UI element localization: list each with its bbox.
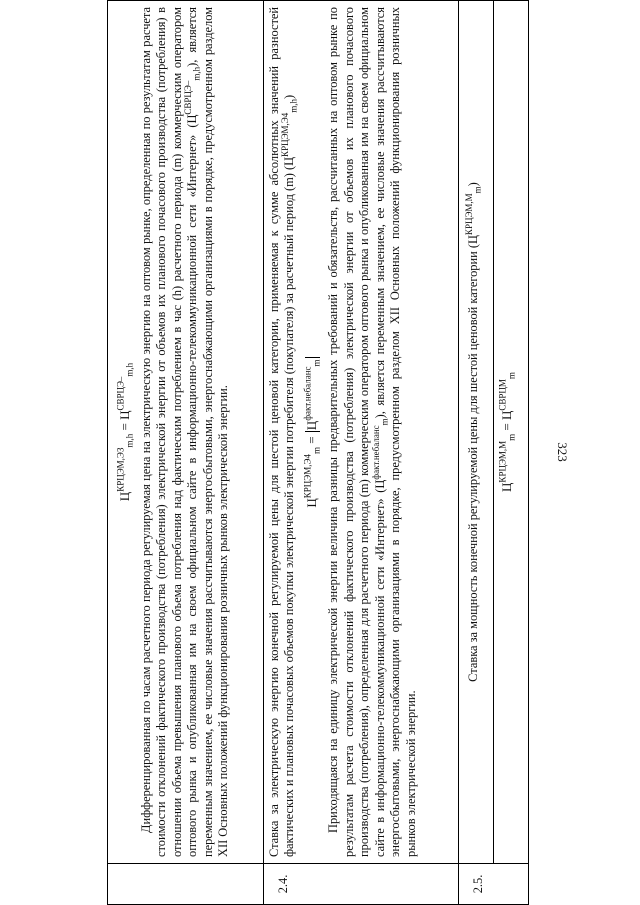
formula-superscript: КРЦЭМ,ЭЗ (115, 447, 126, 492)
content-cell (263, 1, 458, 864)
inline-superscript: факт.небаланс (370, 425, 381, 480)
text-fragment: ) (466, 182, 481, 187)
text-fragment: Ставка за мощность конечной регулируемой цены для шестой ценовой категории ( (466, 244, 481, 682)
formula-symbol: Ц (303, 420, 319, 431)
formula-e4 (304, 7, 321, 857)
formula-subscript: m (506, 433, 517, 441)
formula-subscript: m (311, 359, 322, 367)
formula-subscript: m (506, 372, 517, 380)
text-fragment: Ставка за электрическую энергию конечной регулируемой цены для шестой ценовой категории, применяемая к сумме абсолютных значений разностей фактических и плановых почасовых объемов покупки электрической энергии потребителя (покупателя) за расчетный период (m) ( (266, 7, 297, 857)
formula-superscript: СВРЦМ (497, 379, 508, 411)
abs-bar-right (305, 357, 320, 358)
formula-symbol: Ц (117, 491, 132, 502)
inline-subscript: m,h (288, 99, 299, 113)
formula-subscript: m (311, 447, 322, 455)
explanation-paragraph (139, 7, 232, 857)
formula-superscript: КРЦЭМ,Э4 (302, 454, 313, 499)
rate-description (267, 7, 298, 857)
page-number: 323 (555, 442, 570, 462)
inline-subscript: m (379, 418, 390, 426)
inline-superscript: СВРЦЭ– (182, 80, 193, 115)
formula-equals: = (303, 433, 319, 448)
formula-symbol: Ц (303, 498, 319, 508)
inline-symbol: Ц (372, 479, 387, 489)
tariff-table (107, 0, 529, 905)
text-fragment: Приходящаяся на единицу электрической энергии величина разницы предварительных требований и обязательств, рассчитанных на оптовом рынке по результатам расчета стоимости отклонений фактического производства (потребления) электрической энергии от объемов их планового почасового производства (потребления), определенная для расчетного периода (m) коммерческим оператором оптового рынка и опубликованная им на своем официальном сайте в информационно-телекоммуникационной сети «Интернет» ( (326, 7, 387, 857)
text-fragment: ), является переменным значением, ее числовые значения рассчитываются энергосбытовыми, энергоснабжающими организациями в порядке, предусмотренном разделом XII Основных положений функционирования розничных рынков электрической энергии. (372, 7, 418, 857)
text-fragment: ) (282, 94, 297, 100)
formula-subscript: m,h (124, 362, 135, 377)
content-cell (108, 1, 264, 864)
table-row (108, 1, 264, 905)
formula-ez (117, 7, 133, 857)
table-row (494, 1, 529, 905)
content-cell (494, 1, 529, 864)
abs-bar-left (305, 431, 320, 432)
formula-symbol: Ц (499, 482, 514, 492)
explanation-paragraph (326, 7, 419, 857)
text-fragment: Дифференцированная по часам расчетного периода регулируемая цена на электрическую энергию на оптовом рынке, определенная по результатам расчета стоимости отклонений фактического производства (потребления) электрической энергии от объемов их планового почасового производства (потребления) в отношении объема превышения планового объема потребления над фактическим потреблением в час (h) расчетного периода (m) коммерческим оператором оптового рынка и опубликованная им на своем официальном сайте в информационно-телекоммуникационной сети «Интернет» ( (138, 7, 199, 857)
formula-m (499, 7, 515, 857)
inline-superscript: КРЦЭМ,М (464, 193, 474, 236)
formula-subscript: m,h (124, 433, 135, 448)
formula-superscript: СВРЦЭ– (115, 376, 126, 411)
row-number-cell (108, 864, 264, 905)
table-row (263, 1, 458, 905)
inline-symbol: Ц (185, 114, 199, 124)
formula-equals: = Ц (117, 410, 132, 434)
formula-equals: = Ц (499, 410, 514, 434)
inline-superscript: КРЦЭМ,Э4 (280, 112, 291, 157)
inline-symbol: Ц (466, 235, 481, 245)
content-cell (459, 1, 494, 864)
inline-symbol: Ц (282, 156, 297, 166)
table-row (459, 1, 494, 905)
formula-superscript: КРЦЭМ,М (497, 440, 508, 483)
inline-subscript: m,h (191, 66, 202, 81)
row-number-cell: 2.5. (459, 864, 529, 905)
row-number-cell: 2.4. (263, 864, 458, 905)
formula-superscript: факт.небаланс (302, 366, 313, 421)
inline-subscript: m (472, 186, 483, 194)
text-fragment: ), является переменным значением, ее числовые значения рассчитываются энергосбытовыми, энергоснабжающими организациями в порядке, предусмотренном разделом XII Основных положений функционирования розничных рынков электрической энергии. (185, 7, 230, 857)
